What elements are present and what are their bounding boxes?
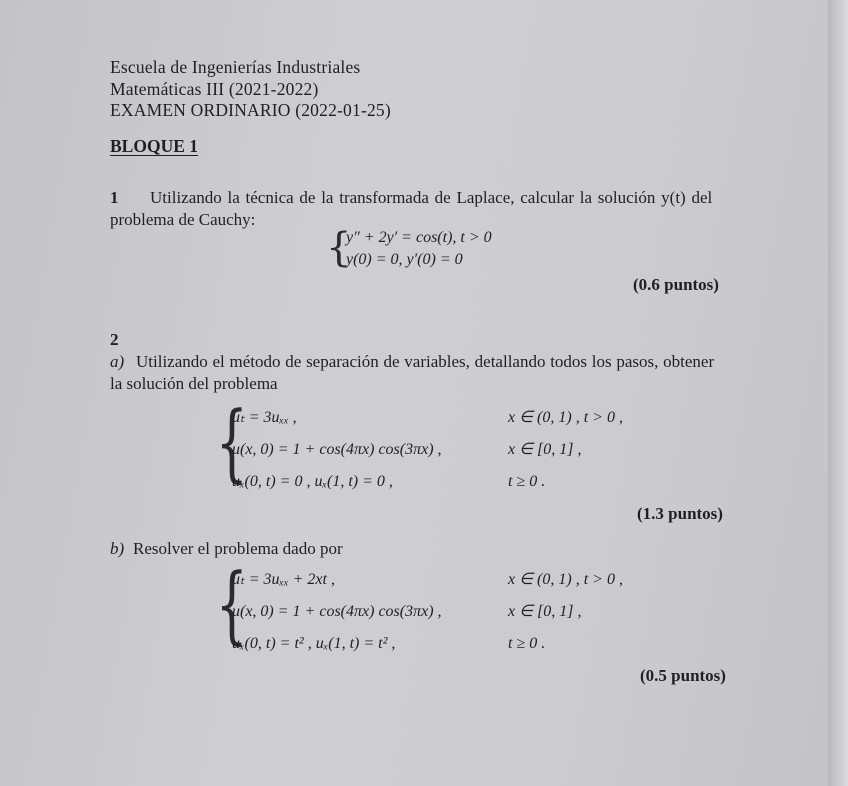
part-b-cond3: t ≥ 0 . xyxy=(508,635,546,652)
header-course: Matemáticas III (2021-2022) xyxy=(110,79,319,99)
part-b-label: b) xyxy=(110,539,125,558)
brace: { xyxy=(215,555,248,653)
problem1-text-cont: problema de Cauchy: xyxy=(110,210,256,229)
header-exam: EXAMEN ORDINARIO (2022-01-25) xyxy=(110,100,391,120)
problem1-eq2: y(0) = 0, y′(0) = 0 xyxy=(346,251,463,268)
problem2-number: 2 xyxy=(110,330,119,349)
part-a-label: a) xyxy=(110,352,125,371)
block-title: BLOQUE 1 xyxy=(110,136,199,156)
part-a-eq3: uₓ(0, t) = 0 , uₓ(1, t) = 0 , xyxy=(232,473,393,490)
part-b-cond1: x ∈ (0, 1) , t > 0 , xyxy=(508,571,623,588)
header-school: Escuela de Ingenierías Industriales xyxy=(110,57,361,77)
part-a-cond2: x ∈ [0, 1] , xyxy=(508,441,582,458)
part-a-points: (1.3 puntos) xyxy=(637,504,723,523)
problem1-number: 1 xyxy=(110,188,119,207)
part-b-eq2: u(x, 0) = 1 + cos(4πx) cos(3πx) , xyxy=(232,603,442,620)
part-b-points: (0.5 puntos) xyxy=(640,666,726,685)
part-a-cond3: t ≥ 0 . xyxy=(508,473,546,490)
problem1-points: (0.6 puntos) xyxy=(633,275,719,294)
paper-edge xyxy=(828,0,848,786)
part-b-eq1: uₜ = 3uₓₓ + 2xt , xyxy=(232,571,335,588)
part-a-text: Utilizando el método de separación de variables, detallando todos los pasos, obtener xyxy=(136,352,715,371)
part-a-text-cont: la solución del problema xyxy=(110,374,278,393)
part-a-eq1: uₜ = 3uₓₓ , xyxy=(232,409,297,426)
part-b-eq3: uₓ(0, t) = t² , uₓ(1, t) = t² , xyxy=(232,635,396,652)
problem1-text: Utilizando la técnica de la transformada de Laplace, calcular la solución y(t) del xyxy=(150,188,713,207)
part-b-text: Resolver el problema dado por xyxy=(133,539,343,558)
problem1-eq1: y″ + 2y′ = cos(t), t > 0 xyxy=(346,229,492,246)
brace: { xyxy=(326,225,352,271)
brace: { xyxy=(215,393,248,491)
part-a-cond1: x ∈ (0, 1) , t > 0 , xyxy=(508,409,623,426)
part-a-eq2: u(x, 0) = 1 + cos(4πx) cos(3πx) , xyxy=(232,441,442,458)
part-b-cond2: x ∈ [0, 1] , xyxy=(508,603,582,620)
